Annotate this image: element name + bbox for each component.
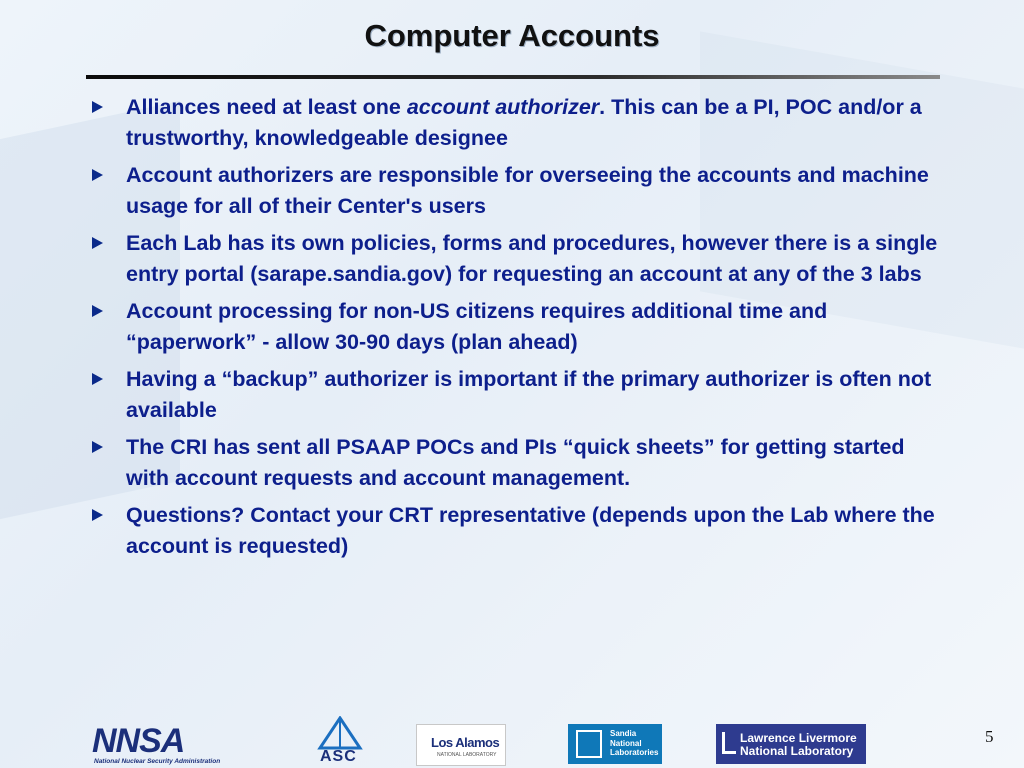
llnl-logo xyxy=(716,724,866,764)
bullet-item xyxy=(90,296,950,358)
slide-title: Computer Accounts xyxy=(364,18,660,53)
bullet-text: . This can be a PI, POC and/or a trustworthy, knowledgeable designee xyxy=(126,95,922,150)
page-number: 5 xyxy=(985,727,994,746)
asc-triangle-icon xyxy=(312,716,368,750)
sandia-logo xyxy=(568,724,662,764)
bullet-text: The CRI has sent all PSAAP POCs and PIs “quick sheets” for getting started with account requests and account management. xyxy=(126,435,905,490)
bullet-item xyxy=(90,500,950,562)
logo-strip xyxy=(0,716,1024,768)
bullet-emphasis: account authorizer xyxy=(406,95,600,119)
bullet-text: Account processing for non-US citizens requires additional time and “paperwork” - allow 30-90 days (plan ahead) xyxy=(126,299,828,354)
bullet-arrow-icon xyxy=(92,305,103,317)
sandia-name-line: National xyxy=(610,738,642,748)
los-alamos-logo xyxy=(416,724,506,766)
bullet-arrow-icon xyxy=(92,169,103,181)
bullet-arrow-icon xyxy=(92,509,103,521)
bullet-text: Alliances need at least one xyxy=(126,95,407,119)
nnsa-logo xyxy=(92,724,242,764)
los-alamos-name: Los Alamos xyxy=(431,735,500,750)
llnl-mark-icon xyxy=(722,732,736,754)
llnl-name-line: National Laboratory xyxy=(740,744,854,758)
bullet-arrow-icon xyxy=(92,237,103,249)
los-alamos-sub: NATIONAL LABORATORY xyxy=(437,752,497,758)
llnl-name xyxy=(740,732,857,758)
bullet-item xyxy=(90,160,950,222)
bullet-arrow-icon xyxy=(92,373,103,385)
bullet-text: Each Lab has its own policies, forms and procedures, however there is a single entry portal (sarape.sandia.gov) for requesting an account at any of the 3 labs xyxy=(126,231,938,286)
sandia-thunderbird-icon xyxy=(576,730,602,758)
bullet-item xyxy=(90,364,950,426)
bullet-text: Questions? Contact your CRT representative (depends upon the Lab where the account is requested) xyxy=(126,503,935,558)
bullet-item xyxy=(90,92,950,154)
asc-logo-text: ASC xyxy=(320,748,357,765)
nnsa-logo-caption: National Nuclear Security Administration xyxy=(94,758,221,765)
llnl-name-line: Lawrence Livermore xyxy=(740,731,857,745)
nnsa-logo-mark: NNSA xyxy=(92,722,185,760)
bullet-list xyxy=(90,92,950,568)
title-divider xyxy=(86,75,940,79)
bullet-text: Having a “backup” authorizer is important if the primary authorizer is often not available xyxy=(126,367,932,422)
bullet-text: Account authorizers are responsible for overseeing the accounts and machine usage for all of their Center's users xyxy=(126,163,929,218)
sandia-name xyxy=(610,729,658,758)
bullet-item xyxy=(90,432,950,494)
bullet-item xyxy=(90,228,950,290)
asc-logo xyxy=(312,716,368,766)
sandia-name-line: Sandia xyxy=(610,729,637,738)
bullet-arrow-icon xyxy=(92,441,103,453)
sandia-name-line: Laboratories xyxy=(610,748,659,757)
bullet-arrow-icon xyxy=(92,101,103,113)
